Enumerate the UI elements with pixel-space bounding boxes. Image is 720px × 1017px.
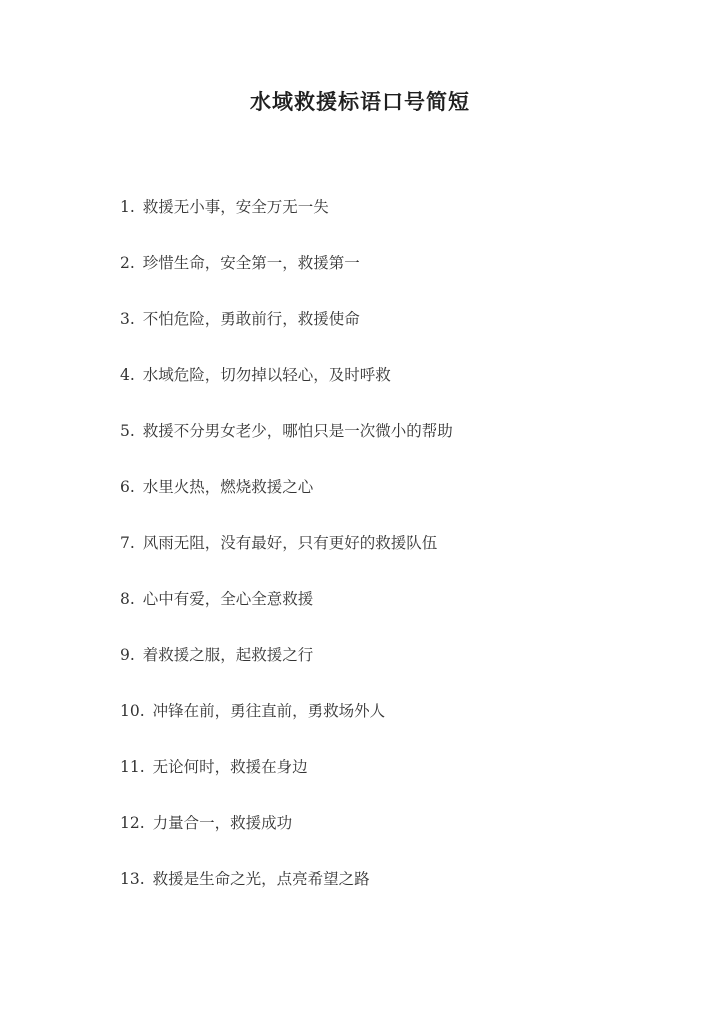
- slogan-text: 无论何时，救援在身边: [152, 758, 308, 776]
- slogan-text: 着救援之服，起救援之行: [142, 646, 314, 664]
- slogan-text: 冲锋在前，勇往直前，勇救场外人: [152, 702, 386, 720]
- slogan-text: 珍惜生命，安全第一，救援第一: [142, 254, 360, 272]
- slogan-item-5: [120, 420, 453, 476]
- document-title: 水域救援标语口号简短: [250, 89, 470, 114]
- slogan-item-10: [120, 700, 453, 756]
- slogan-text: 不怕危险，勇敢前行，救援使命: [142, 310, 360, 328]
- slogan-item-11: [120, 756, 453, 812]
- slogan-number: 8.: [120, 590, 135, 608]
- slogan-text: 救援无小事，安全万无一失: [142, 198, 329, 216]
- slogan-item-13: [120, 868, 453, 924]
- slogan-number: 6.: [120, 478, 135, 496]
- slogan-text: 心中有爱，全心全意救援: [142, 590, 314, 608]
- slogan-text: 水里火热，燃烧救援之心: [142, 478, 314, 496]
- slogan-number: 5.: [120, 422, 135, 440]
- slogan-text: 救援不分男女老少，哪怕只是一次微小的帮助: [142, 422, 453, 440]
- slogan-number: 2.: [120, 254, 135, 272]
- slogan-item-2: [120, 252, 453, 308]
- slogan-number: 7.: [120, 534, 135, 552]
- slogan-number: 11.: [120, 758, 145, 776]
- slogan-list: [120, 196, 453, 924]
- slogan-number: 1.: [120, 198, 135, 216]
- slogan-item-8: [120, 588, 453, 644]
- slogan-number: 9.: [120, 646, 135, 664]
- slogan-item-3: [120, 308, 453, 364]
- slogan-item-12: [120, 812, 453, 868]
- slogan-number: 12.: [120, 814, 145, 832]
- slogan-item-6: [120, 476, 453, 532]
- slogan-number: 3.: [120, 310, 135, 328]
- slogan-text: 力量合一，救援成功: [152, 814, 293, 832]
- slogan-text: 救援是生命之光，点亮希望之路: [152, 870, 370, 888]
- slogan-number: 4.: [120, 366, 135, 384]
- slogan-text: 水域危险，切勿掉以轻心，及时呼救: [142, 366, 391, 384]
- slogan-item-7: [120, 532, 453, 588]
- slogan-text: 风雨无阻，没有最好，只有更好的救援队伍: [142, 534, 438, 552]
- slogan-item-1: [120, 196, 453, 252]
- slogan-number: 13.: [120, 870, 145, 888]
- slogan-item-9: [120, 644, 453, 700]
- slogan-item-4: [120, 364, 453, 420]
- slogan-number: 10.: [120, 702, 145, 720]
